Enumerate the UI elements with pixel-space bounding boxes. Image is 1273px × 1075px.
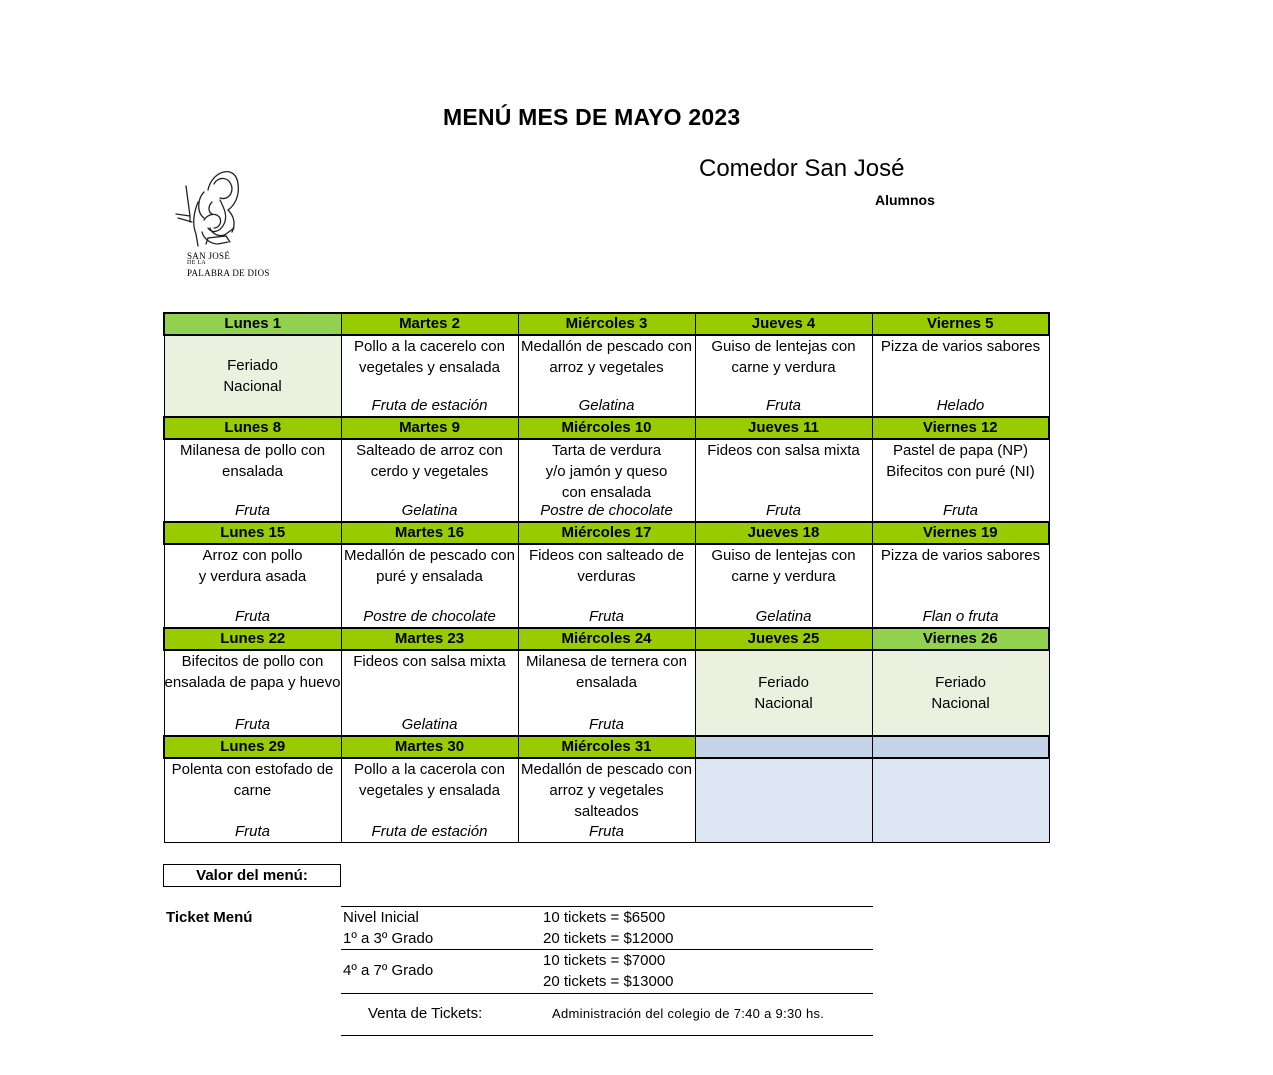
main-dish: Polenta con estofado de carne bbox=[171, 761, 334, 799]
day-header: Lunes 1 bbox=[164, 313, 341, 335]
price-table-mid-rule bbox=[341, 949, 873, 950]
week-header-row bbox=[164, 417, 1049, 439]
week-menu-row bbox=[164, 758, 1049, 843]
main-dish: Pollo a la cacerelo con vegetales y ensalada bbox=[354, 338, 505, 376]
day-header bbox=[872, 736, 1049, 758]
price-table-bottom-rule bbox=[341, 1035, 873, 1036]
day-header: Lunes 22 bbox=[164, 628, 341, 650]
dessert: Fruta bbox=[588, 716, 624, 733]
main-dish: Milanesa de ternera con ensalada bbox=[526, 653, 687, 691]
main-dish: Fideos con salsa mixta bbox=[353, 653, 506, 670]
holiday-cell bbox=[872, 650, 1049, 736]
day-menu-cell bbox=[341, 650, 518, 736]
dessert: Fruta bbox=[588, 608, 624, 625]
holiday-cell bbox=[164, 335, 341, 417]
day-menu-cell bbox=[164, 650, 341, 736]
dessert: Fruta bbox=[588, 823, 624, 840]
week-menu-row bbox=[164, 439, 1049, 522]
main-dish: Medallón de pescado con arroz y vegetales salteados bbox=[521, 761, 692, 820]
page-title: MENÚ MES DE MAYO 2023 bbox=[443, 104, 741, 130]
holiday-label: Feriado Nacional bbox=[223, 357, 282, 395]
day-header: Martes 9 bbox=[341, 417, 518, 439]
day-header bbox=[695, 736, 872, 758]
day-header: Miércoles 31 bbox=[518, 736, 695, 758]
dessert: Fruta bbox=[765, 502, 801, 519]
menu-value-label: Valor del menú: bbox=[163, 864, 341, 887]
logo-text-line3: PALABRA DE DIOS bbox=[187, 268, 270, 278]
dessert: Flan o fruta bbox=[922, 608, 999, 625]
day-menu-cell bbox=[518, 335, 695, 417]
main-dish: Milanesa de pollo con ensalada bbox=[179, 442, 326, 480]
day-menu-cell bbox=[872, 335, 1049, 417]
main-dish: Bifecitos de pollo con ensalada de papa y huevo bbox=[164, 653, 341, 691]
day-menu-cell bbox=[164, 758, 341, 843]
main-dish: Pollo a la cacerola con vegetales y ensalada bbox=[354, 761, 505, 799]
day-header: Martes 23 bbox=[341, 628, 518, 650]
dessert: Fruta bbox=[765, 397, 801, 414]
main-dish: Salteado de arroz con cerdo y vegetales bbox=[356, 442, 503, 480]
main-dish: Medallón de pescado con puré y ensalada bbox=[344, 547, 515, 585]
main-dish: Guiso de lentejas con carne y verdura bbox=[711, 338, 856, 376]
holiday-label: Feriado Nacional bbox=[931, 674, 990, 712]
day-header: Jueves 18 bbox=[695, 522, 872, 544]
main-dish: Pastel de papa (NP) Bifecitos con puré (NI) bbox=[886, 442, 1035, 480]
menu-calendar bbox=[163, 312, 1050, 843]
price-initial-20: 20 tickets = $12000 bbox=[543, 930, 674, 947]
day-menu-cell bbox=[518, 439, 695, 522]
dessert: Fruta bbox=[234, 502, 270, 519]
week-menu-row bbox=[164, 335, 1049, 417]
day-header: Lunes 15 bbox=[164, 522, 341, 544]
dessert: Fruta bbox=[234, 716, 270, 733]
dessert: Fruta bbox=[234, 608, 270, 625]
level-grade-4-7: 4º a 7º Grado bbox=[343, 962, 434, 979]
dessert: Gelatina bbox=[578, 397, 635, 414]
main-dish: Arroz con pollo y verdura asada bbox=[198, 547, 307, 585]
day-menu-cell bbox=[341, 544, 518, 628]
day-header: Viernes 26 bbox=[872, 628, 1049, 650]
level-grade-1-3: 1º a 3º Grado bbox=[343, 930, 434, 947]
price-upper-20: 20 tickets = $13000 bbox=[543, 973, 674, 990]
week-menu-row bbox=[164, 650, 1049, 736]
main-dish: Fideos con salteado de verduras bbox=[528, 547, 685, 585]
day-menu-cell bbox=[872, 544, 1049, 628]
day-menu-cell bbox=[164, 439, 341, 522]
holiday-cell bbox=[695, 650, 872, 736]
main-dish: Pizza de varios sabores bbox=[880, 338, 1041, 355]
dessert: Postre de chocolate bbox=[363, 608, 496, 625]
price-initial-10: 10 tickets = $6500 bbox=[543, 909, 666, 926]
holiday-label: Feriado Nacional bbox=[754, 674, 813, 712]
main-dish: Guiso de lentejas con carne y verdura bbox=[711, 547, 856, 585]
day-menu-cell bbox=[518, 544, 695, 628]
dessert: Fruta bbox=[234, 823, 270, 840]
day-header: Martes 30 bbox=[341, 736, 518, 758]
week-header-row bbox=[164, 736, 1049, 758]
dessert: Gelatina bbox=[401, 716, 458, 733]
cafeteria-name: Comedor San José bbox=[699, 155, 905, 182]
day-header: Lunes 29 bbox=[164, 736, 341, 758]
day-menu-cell bbox=[518, 650, 695, 736]
day-menu-cell bbox=[341, 439, 518, 522]
dessert: Fruta de estación bbox=[371, 823, 488, 840]
week-header-row bbox=[164, 628, 1049, 650]
dessert: Gelatina bbox=[401, 502, 458, 519]
day-menu-cell bbox=[518, 758, 695, 843]
audience-label: Alumnos bbox=[875, 192, 935, 208]
day-header: Viernes 19 bbox=[872, 522, 1049, 544]
day-menu-cell bbox=[341, 758, 518, 843]
empty-cell bbox=[872, 758, 1049, 843]
day-menu-cell bbox=[695, 439, 872, 522]
day-menu-cell bbox=[695, 335, 872, 417]
day-header: Miércoles 17 bbox=[518, 522, 695, 544]
day-menu-cell bbox=[872, 439, 1049, 522]
dessert: Gelatina bbox=[755, 608, 812, 625]
main-dish: Tarta de verdura y/o jamón y queso con ensalada bbox=[545, 442, 668, 501]
dessert: Fruta bbox=[942, 502, 978, 519]
day-header: Martes 16 bbox=[341, 522, 518, 544]
ticket-sales-label: Venta de Tickets: bbox=[368, 1005, 483, 1022]
logo-text-line1: SAN JOSÉ bbox=[187, 251, 231, 261]
day-header: Miércoles 10 bbox=[518, 417, 695, 439]
ticket-menu-label: Ticket Menú bbox=[166, 909, 253, 926]
day-header: Viernes 12 bbox=[872, 417, 1049, 439]
dessert: Postre de chocolate bbox=[540, 502, 673, 519]
dessert: Helado bbox=[936, 397, 985, 414]
dessert: Fruta de estación bbox=[371, 397, 488, 414]
week-header-row bbox=[164, 522, 1049, 544]
day-header: Jueves 25 bbox=[695, 628, 872, 650]
price-table-top-rule bbox=[341, 906, 873, 907]
day-header: Lunes 8 bbox=[164, 417, 341, 439]
day-header: Viernes 5 bbox=[872, 313, 1049, 335]
price-table-sales-rule bbox=[341, 993, 873, 994]
main-dish: Pizza de varios sabores bbox=[880, 547, 1041, 564]
day-menu-cell bbox=[341, 335, 518, 417]
level-initial: Nivel Inicial bbox=[343, 909, 419, 926]
day-menu-cell bbox=[695, 544, 872, 628]
day-header: Martes 2 bbox=[341, 313, 518, 335]
week-menu-row bbox=[164, 544, 1049, 628]
price-upper-10: 10 tickets = $7000 bbox=[543, 952, 666, 969]
week-header-row bbox=[164, 313, 1049, 335]
logo-text-line2: DE LA bbox=[187, 260, 206, 266]
day-header: Jueves 11 bbox=[695, 417, 872, 439]
empty-cell bbox=[695, 758, 872, 843]
saint-joseph-logo-icon bbox=[168, 162, 278, 282]
day-header: Miércoles 24 bbox=[518, 628, 695, 650]
day-header: Jueves 4 bbox=[695, 313, 872, 335]
main-dish: Fideos con salsa mixta bbox=[707, 442, 860, 459]
day-header: Miércoles 3 bbox=[518, 313, 695, 335]
ticket-sales-info: Administración del colegio de 7:40 a 9:30 hs. bbox=[552, 1006, 825, 1021]
main-dish: Medallón de pescado con arroz y vegetales bbox=[521, 338, 692, 376]
day-menu-cell bbox=[164, 544, 341, 628]
